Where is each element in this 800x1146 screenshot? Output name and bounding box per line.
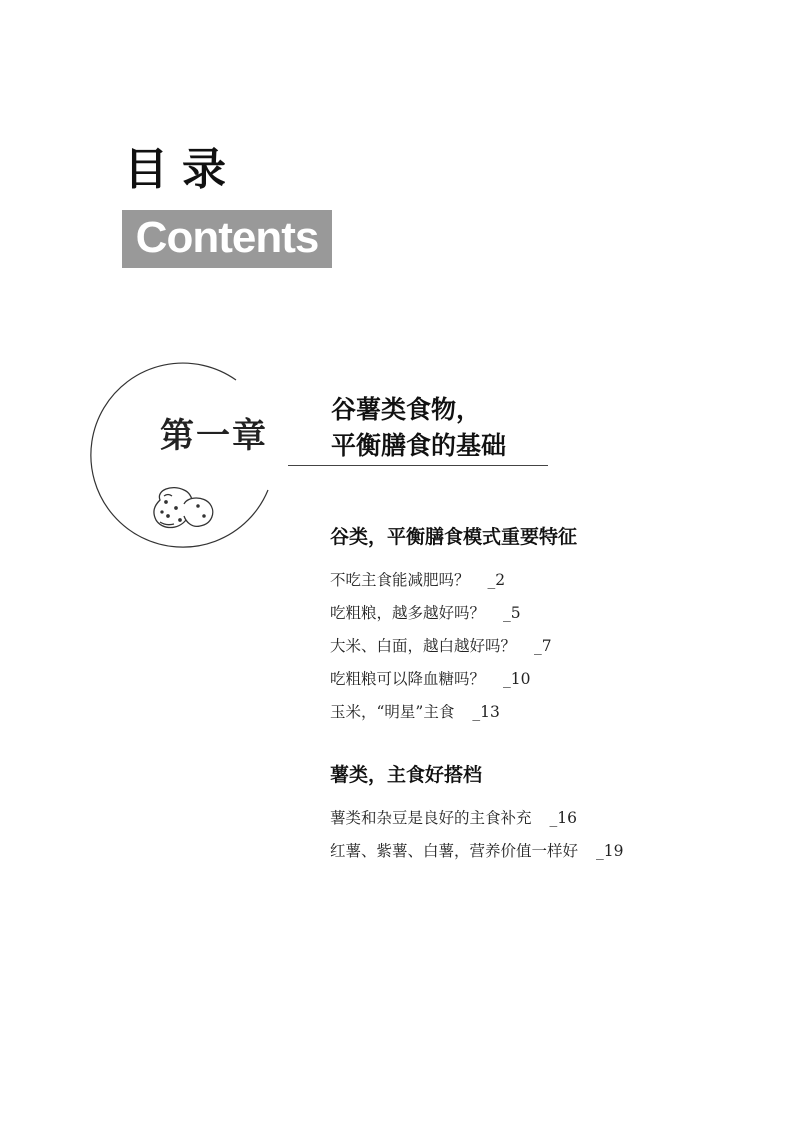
entry-text: 不吃主食能减肥吗？ xyxy=(330,571,470,589)
toc-entry[interactable] xyxy=(330,564,770,597)
entry-page: _5 xyxy=(503,604,521,622)
chapter-title-line1: 谷薯类食物， xyxy=(331,395,482,424)
page-title-cn: 目录 xyxy=(124,144,240,195)
entry-page: _7 xyxy=(534,637,552,655)
chapter-title-line2: 平衡膳食的基础 xyxy=(331,431,507,460)
toc-entry[interactable] xyxy=(330,696,770,729)
toc-entry[interactable] xyxy=(330,630,770,663)
entry-page: _10 xyxy=(503,670,531,688)
potato-icon xyxy=(154,488,213,528)
toc-entry[interactable] xyxy=(330,835,770,868)
entry-page: _16 xyxy=(549,809,577,827)
entry-text: 吃粗粮可以降血糖吗？ xyxy=(330,670,486,688)
toc-entry[interactable] xyxy=(330,663,770,696)
entry-page: _2 xyxy=(487,571,506,589)
chapter-number: 第一章 xyxy=(160,416,268,456)
entry-text: 大米、白面，越白越好吗？ xyxy=(330,637,517,655)
section-title: 谷类，平衡膳食模式重要特征 xyxy=(330,526,578,548)
entry-text: 吃粗粮，越多越好吗？ xyxy=(330,604,486,622)
toc-section-grains xyxy=(330,522,770,729)
entry-text: 薯类和杂豆是良好的主食补充 xyxy=(330,809,532,827)
page-title-en: Contents xyxy=(135,213,319,262)
toc-entry[interactable] xyxy=(330,597,770,630)
chapter-title xyxy=(331,392,506,464)
entry-page: _19 xyxy=(596,842,624,860)
entry-text: 红薯、紫薯、白薯，营养价值一样好 xyxy=(330,842,579,860)
chapter-underline xyxy=(288,465,548,466)
section-title: 薯类，主食好搭档 xyxy=(330,764,483,786)
toc-entry[interactable] xyxy=(330,802,770,835)
entry-page: _13 xyxy=(472,703,500,721)
entry-text: 玉米，“明星”主食 xyxy=(330,703,455,721)
toc-section-tubers xyxy=(330,760,770,868)
